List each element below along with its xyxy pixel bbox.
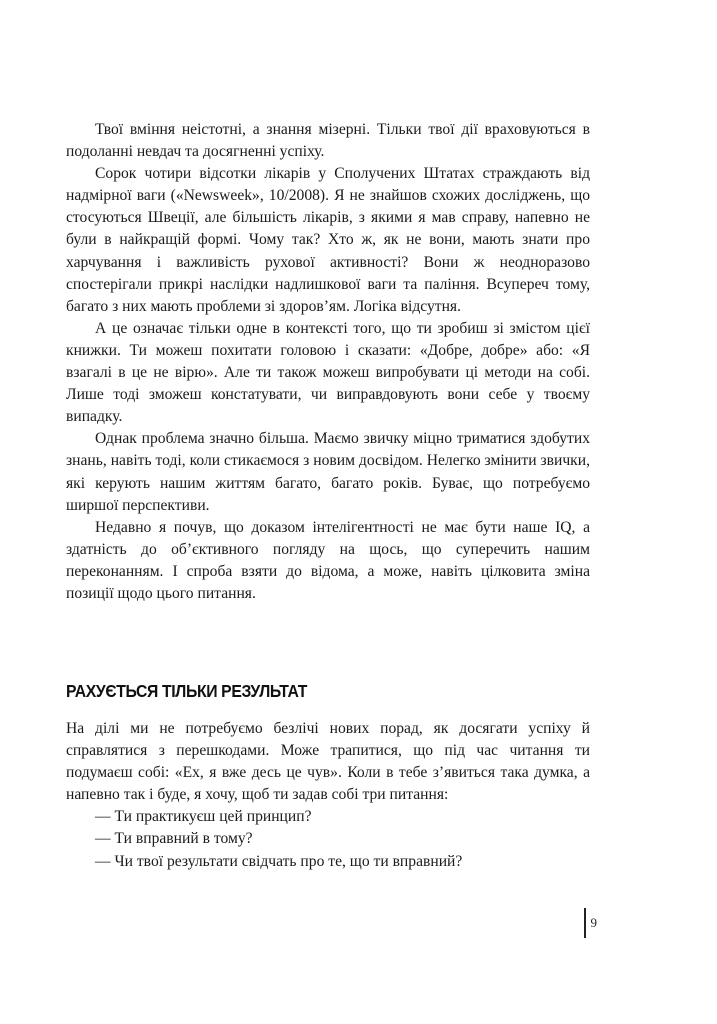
paragraph: Недавно я почув, що доказом інтелігентності не має бути наше IQ, а здатність до об’єктивного погляду на щось, що суперечить нашим переконанням. І спроба взяти до відома, а може, навіть цілковита зміна позиції щодо цього питання. <box>66 518 590 602</box>
paragraph: А це означає тільки одне в контексті того, що ти зробиш зі змістом цієї книжки. Ти можеш похитати головою і сказати: «Добре, добре» або: «Я взагалі в це не вірю». Але ти також можеш випробувати ці методи на собі. Лише тоді зможеш констатувати, чи виправдовують вони себе у твоєму випадку. <box>66 319 590 426</box>
paragraph: Твої вміння неістотні, а знання мізерні. Тільки твої дії враховуються в подоланні невдач та досягненні успіху. <box>66 121 590 161</box>
question-item: — Ти вправний в тому? <box>95 830 253 848</box>
question-item: — Чи твої результати свідчать про те, що ти вправний? <box>95 852 463 870</box>
page-number-divider <box>584 908 586 938</box>
body-text-lower <box>66 718 590 873</box>
question-item: — Ти практикуєш цей принцип? <box>95 808 312 826</box>
page-footer <box>584 908 597 938</box>
section-heading: РАХУЄТЬСЯ ТІЛЬКИ РЕЗУЛЬТАТ <box>66 681 308 701</box>
paragraph: Сорок чотири відсотки лікарів у Сполучених Штатах страждають від надмірної ваги («Newsweek», 10/2008). Я не знайшов схожих досліджень, що стосуються Швеції, але більшість лікарів, з якими я мав справу, напевно не були в найкращій формі. Чому так? Хто ж, як не вони, мають знати про харчування і важливість рухової активності? Вони ж неодноразово спостерігали прикрі наслідки надлишкової ваги та паління. Всупереч тому, багато з них мають проблеми зі здоров’ям. Логіка відсутня. <box>66 165 590 315</box>
body-text-upper <box>66 119 590 605</box>
page-number: 9 <box>590 915 597 930</box>
paragraph: Однак проблема значно більша. Маємо звичку міцно триматися здобутих знань, навіть тоді, коли стикаємося з новим досвідом. Нелегко змінити звички, які керують нашим життям багато, багато років. Буває, що потребуємо ширшої перспективи. <box>66 430 590 514</box>
section-intro-paragraph: На ділі ми не потребуємо безлічі нових порад, як досягати успіху й справлятися з перешкодами. Може трапитися, що під час читання ти подумаєш собі: «Ех, я вже десь це чув». Коли в тебе з’явиться така думка, а напевно так і буде, я хочу, щоб ти задав собі три питання: <box>66 720 590 804</box>
